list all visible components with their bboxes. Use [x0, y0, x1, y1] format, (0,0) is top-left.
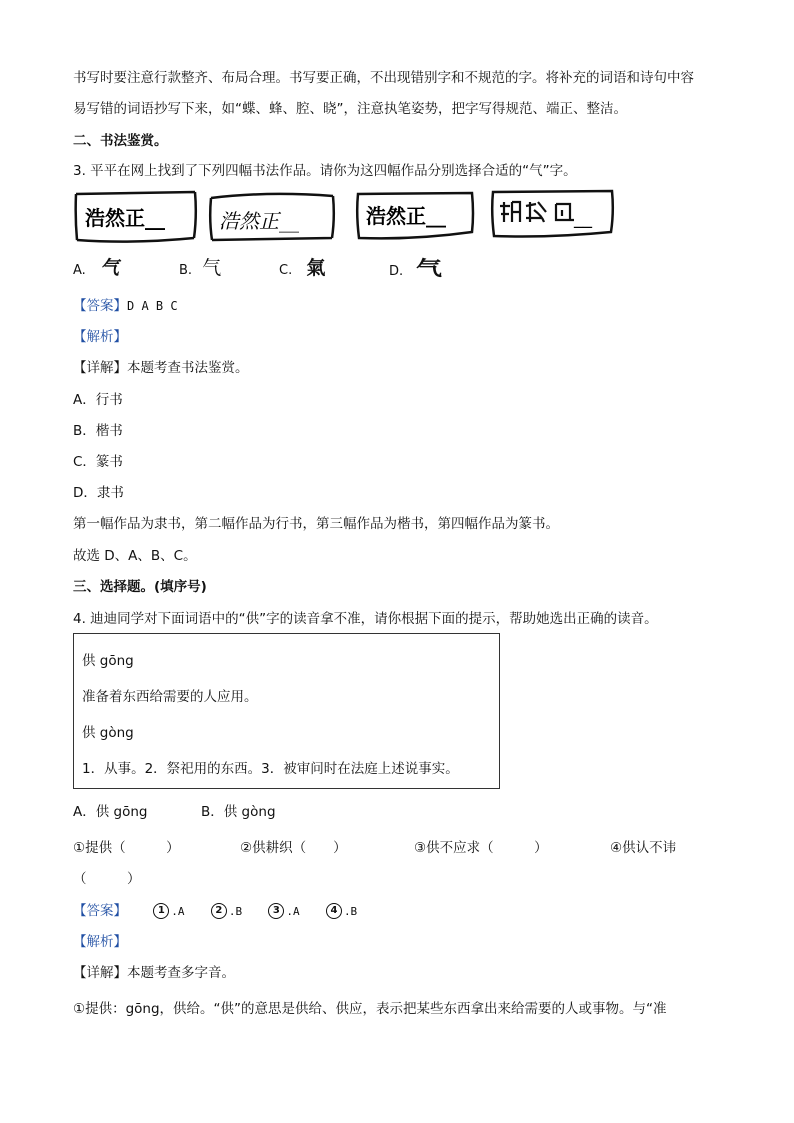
- qi-glyph-regular-script: 气: [202, 257, 222, 279]
- q4-item-2: ②供耕织（ ）: [240, 840, 347, 856]
- circled-number: 1: [153, 903, 169, 919]
- q4-item-1: ①提供（ ）: [73, 840, 180, 856]
- q4-explain-1: ①提供：gōng，供给。“供”的意思是供给、供应，表示把某些东西拿出来给需要的人或事物。与“准: [73, 1001, 667, 1017]
- circled-number: 4: [326, 903, 342, 919]
- qi-glyph-seal-script: 氣: [306, 257, 326, 279]
- q4-option-a: A．供 gōng: [73, 804, 148, 820]
- qi-glyph-running-script: 气: [99, 257, 119, 279]
- q3-answer: [73, 297, 178, 315]
- calligraphy-text-3: 浩然正__: [366, 204, 446, 228]
- q3-option-a: A. 气: [73, 257, 119, 279]
- intro-line-2: 易写错的词语抄写下来，如“蝶、蜂、腔、晓”，注意执笔姿势，把字写得规范、端正、整洁。: [73, 101, 627, 117]
- q4-detail: 【详解】本题考查多字音。: [73, 965, 235, 981]
- q4-item-4-blank: （ ）: [73, 871, 141, 887]
- seal-script-glyphs: [500, 202, 574, 222]
- q4-item-3: ③供不应求（ ）: [414, 840, 548, 856]
- q3-explain-c: C．篆书: [73, 454, 123, 470]
- section-heading-calligraphy: 二、书法鉴赏。: [73, 133, 168, 149]
- answer-tag: 【答案】: [73, 298, 127, 314]
- intro-line-1: 书写时要注意行款整齐、布局合理。书写要正确，不出现错别字和不规范的字。将补充的词语和诗句中容: [73, 70, 694, 86]
- question-4-prompt: 4. 迪迪同学对下面词语中的“供”字的读音拿不准，请你根据下面的提示，帮助她选出正确的读音。: [73, 611, 658, 627]
- section-heading-choice: 三、选择题。(填序号): [73, 579, 207, 595]
- q4-option-b: B．供 gòng: [201, 804, 276, 820]
- qi-glyph-clerical-script: 气: [416, 256, 443, 280]
- hint-meaning-gong1: 准备着东西给需要的人应用。: [82, 689, 258, 705]
- circled-number: 2: [211, 903, 227, 919]
- q3-explain-b: B．楷书: [73, 423, 123, 439]
- answer-tag: 【答案】: [73, 903, 127, 919]
- q3-detail: 【详解】本题考查书法鉴赏。: [73, 360, 249, 376]
- q4-item-4: ④供认不讳: [610, 840, 677, 856]
- q3-analysis-tag: 【解析】: [73, 329, 127, 345]
- q3-explain-d: D．隶书: [73, 485, 124, 501]
- answer-text: D A B C: [127, 299, 178, 313]
- question-3-prompt: 3. 平平在网上找到了下列四幅书法作品。请你为这四幅作品分别选择合适的“气”字。: [73, 163, 577, 179]
- circled-number: 3: [268, 903, 284, 919]
- q3-option-d: D. 气: [389, 256, 443, 280]
- q4-analysis-tag: 【解析】: [73, 934, 127, 950]
- calligraphy-artwork-2: [207, 188, 337, 246]
- calligraphy-text-2: 浩然正__: [219, 209, 299, 233]
- hint-reading-gong4: 供 gòng: [82, 725, 134, 741]
- q4-answer: 【答案】 1 .A 2 .B 3 .A 4 .B: [73, 903, 358, 919]
- pronunciation-hint-box: [73, 633, 500, 789]
- hint-reading-gong1: 供 gōng: [82, 653, 134, 669]
- q3-option-b: B. 气: [179, 257, 222, 279]
- calligraphy-text-4: __: [574, 208, 592, 229]
- q3-explain-a: A．行书: [73, 392, 123, 408]
- q3-conclusion: 故选 D、A、B、C。: [73, 548, 197, 564]
- calligraphy-artwork-1: [73, 188, 199, 246]
- calligraphy-artwork-3: [354, 188, 476, 246]
- calligraphy-text-1: 浩然正__: [85, 206, 165, 230]
- q3-option-c: C. 氣: [279, 257, 326, 279]
- hint-meaning-gong4: 1．从事。2．祭祀用的东西。3．被审问时在法庭上述说事实。: [82, 761, 459, 777]
- calligraphy-artwork-4: [490, 188, 616, 246]
- q3-summary: 第一幅作品为隶书，第二幅作品为行书，第三幅作品为楷书，第四幅作品为篆书。: [73, 516, 559, 532]
